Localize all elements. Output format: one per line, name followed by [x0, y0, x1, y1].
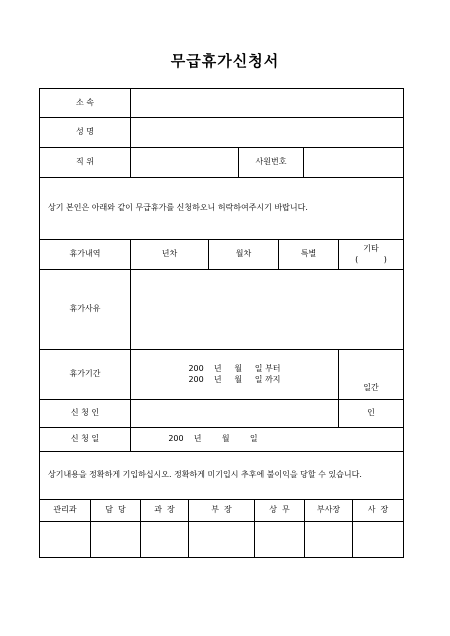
employee-no-field[interactable]: [304, 148, 403, 177]
reason-field[interactable]: [131, 270, 403, 349]
applicant-seal: 인: [339, 400, 403, 427]
name-field[interactable]: [131, 118, 403, 147]
affiliation-field[interactable]: [131, 89, 403, 117]
period-from: 200 년 월 일 부터: [188, 364, 281, 374]
label-applicant: 신 청 인: [70, 408, 100, 418]
leave-request-form: [39, 88, 404, 558]
applicant-field[interactable]: [131, 400, 338, 427]
leave-type-annual[interactable]: 년차: [161, 249, 178, 259]
label-affiliation: 소 속: [76, 97, 94, 107]
period-field[interactable]: [131, 350, 338, 399]
label-employee-no: 사원번호: [255, 157, 287, 167]
approval-sign-president[interactable]: [353, 522, 403, 557]
leave-type-special[interactable]: 특별: [300, 249, 317, 259]
notice-text: 상기내용을 정확하게 기입하십시오. 정확하게 미기입시 추후에 불이익을 당할 수 있습니다.: [48, 470, 362, 480]
approval-header-dept-head: 부 장: [211, 505, 232, 515]
label-position: 직 위: [76, 157, 94, 167]
approval-sign-admin[interactable]: [40, 522, 90, 557]
label-date: 신 청 일: [70, 434, 100, 444]
form-title: 무급휴가신청서: [170, 52, 280, 70]
approval-sign-director[interactable]: [255, 522, 304, 557]
approval-sign-dept-head[interactable]: [189, 522, 254, 557]
period-days: 일간: [363, 383, 379, 393]
approval-header-vice-president: 부사장: [316, 505, 341, 515]
approval-header-president: 사 장: [367, 505, 389, 515]
approval-sign-staff[interactable]: [91, 522, 140, 557]
label-period: 휴가기간: [69, 369, 101, 379]
leave-type-other-label: 기타: [363, 244, 379, 254]
approval-header-section-chief: 과 장: [154, 505, 175, 515]
approval-header-admin: 관리과: [53, 505, 77, 515]
period-to: 200 년 월 일 까지: [188, 374, 281, 384]
approval-sign-vice-president[interactable]: [305, 522, 352, 557]
approval-header-director: 상 무: [269, 505, 290, 515]
date-field[interactable]: 200 년 월 일: [168, 434, 258, 444]
approval-header-staff: 담 당: [105, 505, 126, 515]
leave-type-other-paren: ( ): [355, 254, 387, 264]
approval-sign-section-chief[interactable]: [141, 522, 188, 557]
label-leave-type: 휴가내역: [69, 249, 101, 259]
label-name: 성 명: [76, 127, 94, 137]
label-reason: 휴가사유: [69, 304, 101, 314]
leave-type-other[interactable]: [339, 240, 403, 269]
request-statement: 상기 본인은 아래와 같이 무급휴가를 신청하오니 허락하여주시기 바랍니다.: [48, 203, 308, 213]
position-field[interactable]: [131, 148, 238, 177]
leave-type-monthly[interactable]: 월차: [235, 249, 252, 259]
